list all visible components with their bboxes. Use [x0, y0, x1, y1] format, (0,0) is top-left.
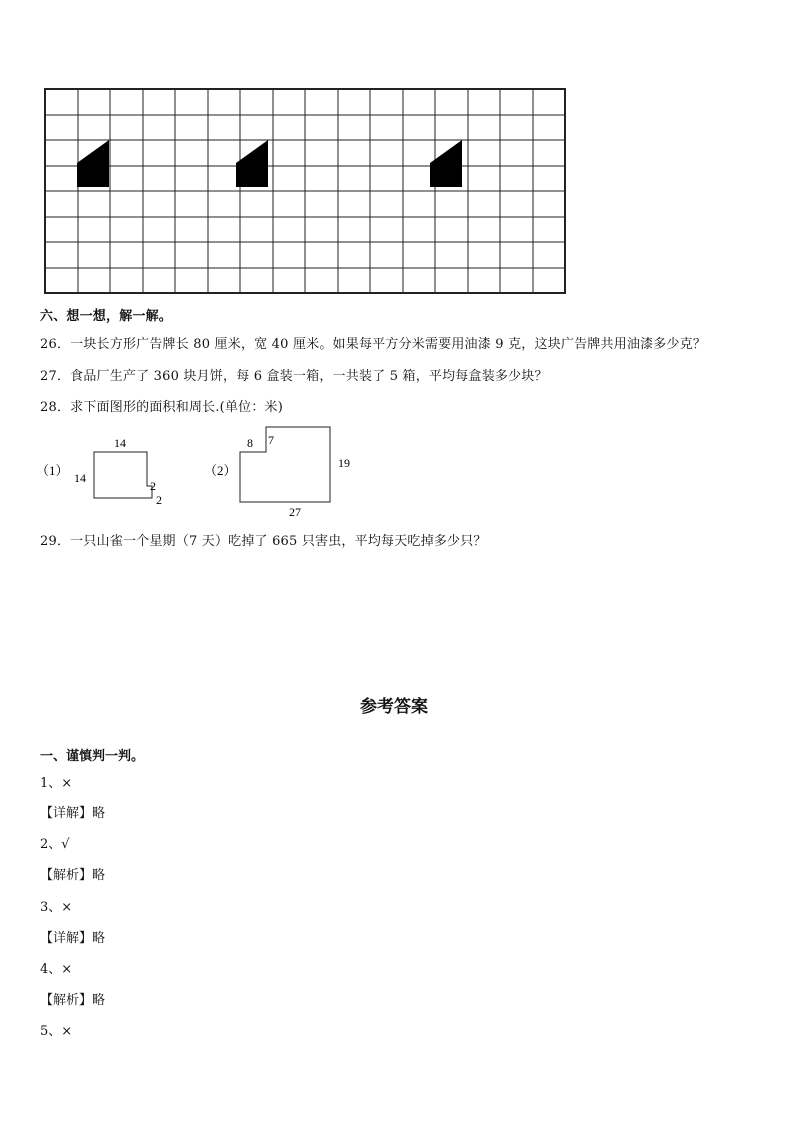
figure-2-bottom-length: 27: [289, 505, 301, 519]
section6-heading: 六、想一想，解一解。: [40, 309, 173, 324]
answer-2-note: 【解析】略: [40, 868, 106, 883]
answer-1: 1、×: [40, 776, 73, 791]
figure-1-notch-width: 2: [156, 493, 162, 507]
figure-2-shape: [240, 427, 330, 502]
answer-3: 3、×: [40, 900, 73, 915]
question-28: 28．求下面图形的面积和周长.(单位：米): [40, 400, 284, 415]
figure-1-notch-height: 2: [150, 479, 156, 493]
grid-figure: [44, 88, 566, 294]
shaded-shape-1: [77, 140, 109, 187]
answer-4-note: 【解析】略: [40, 993, 106, 1008]
figure-1-shape: [94, 452, 152, 498]
answer-2: 2、√: [40, 837, 70, 852]
answers-title: 参考答案: [360, 697, 428, 717]
figure-1-top-length: 14: [114, 436, 126, 450]
figure-2-left-height: 8: [247, 436, 253, 450]
question-29: 29．一只山雀一个星期（7 天）吃掉了 665 只害虫，平均每天吃掉多少只？: [40, 534, 487, 549]
figure-2-right-length: 19: [338, 456, 350, 470]
answer-3-note: 【详解】略: [40, 931, 106, 946]
figure-1-left-length: 14: [74, 471, 86, 485]
figure-1-label: （1）: [36, 463, 69, 478]
figure-2-label: （2）: [204, 463, 237, 478]
answer-4: 4、×: [40, 962, 73, 977]
shaded-shape-2: [236, 140, 268, 187]
question-27: 27．食品厂生产了 360 块月饼，每 6 盒装一箱，一共装了 5 箱，平均每盒装多少块？: [40, 369, 548, 384]
answer-1-note: 【详解】略: [40, 806, 106, 821]
question-26: 26．一块长方形广告牌长 80 厘米，宽 40 厘米。如果每平方分米需要用油漆 9 克，这块广告牌共用油漆多少克？: [40, 337, 707, 352]
q28-figures: [36, 425, 376, 525]
answer-5: 5、×: [40, 1024, 73, 1039]
figure-2-step-width: 7: [268, 433, 274, 447]
answers-heading: 一、谨慎判一判。: [40, 749, 145, 764]
